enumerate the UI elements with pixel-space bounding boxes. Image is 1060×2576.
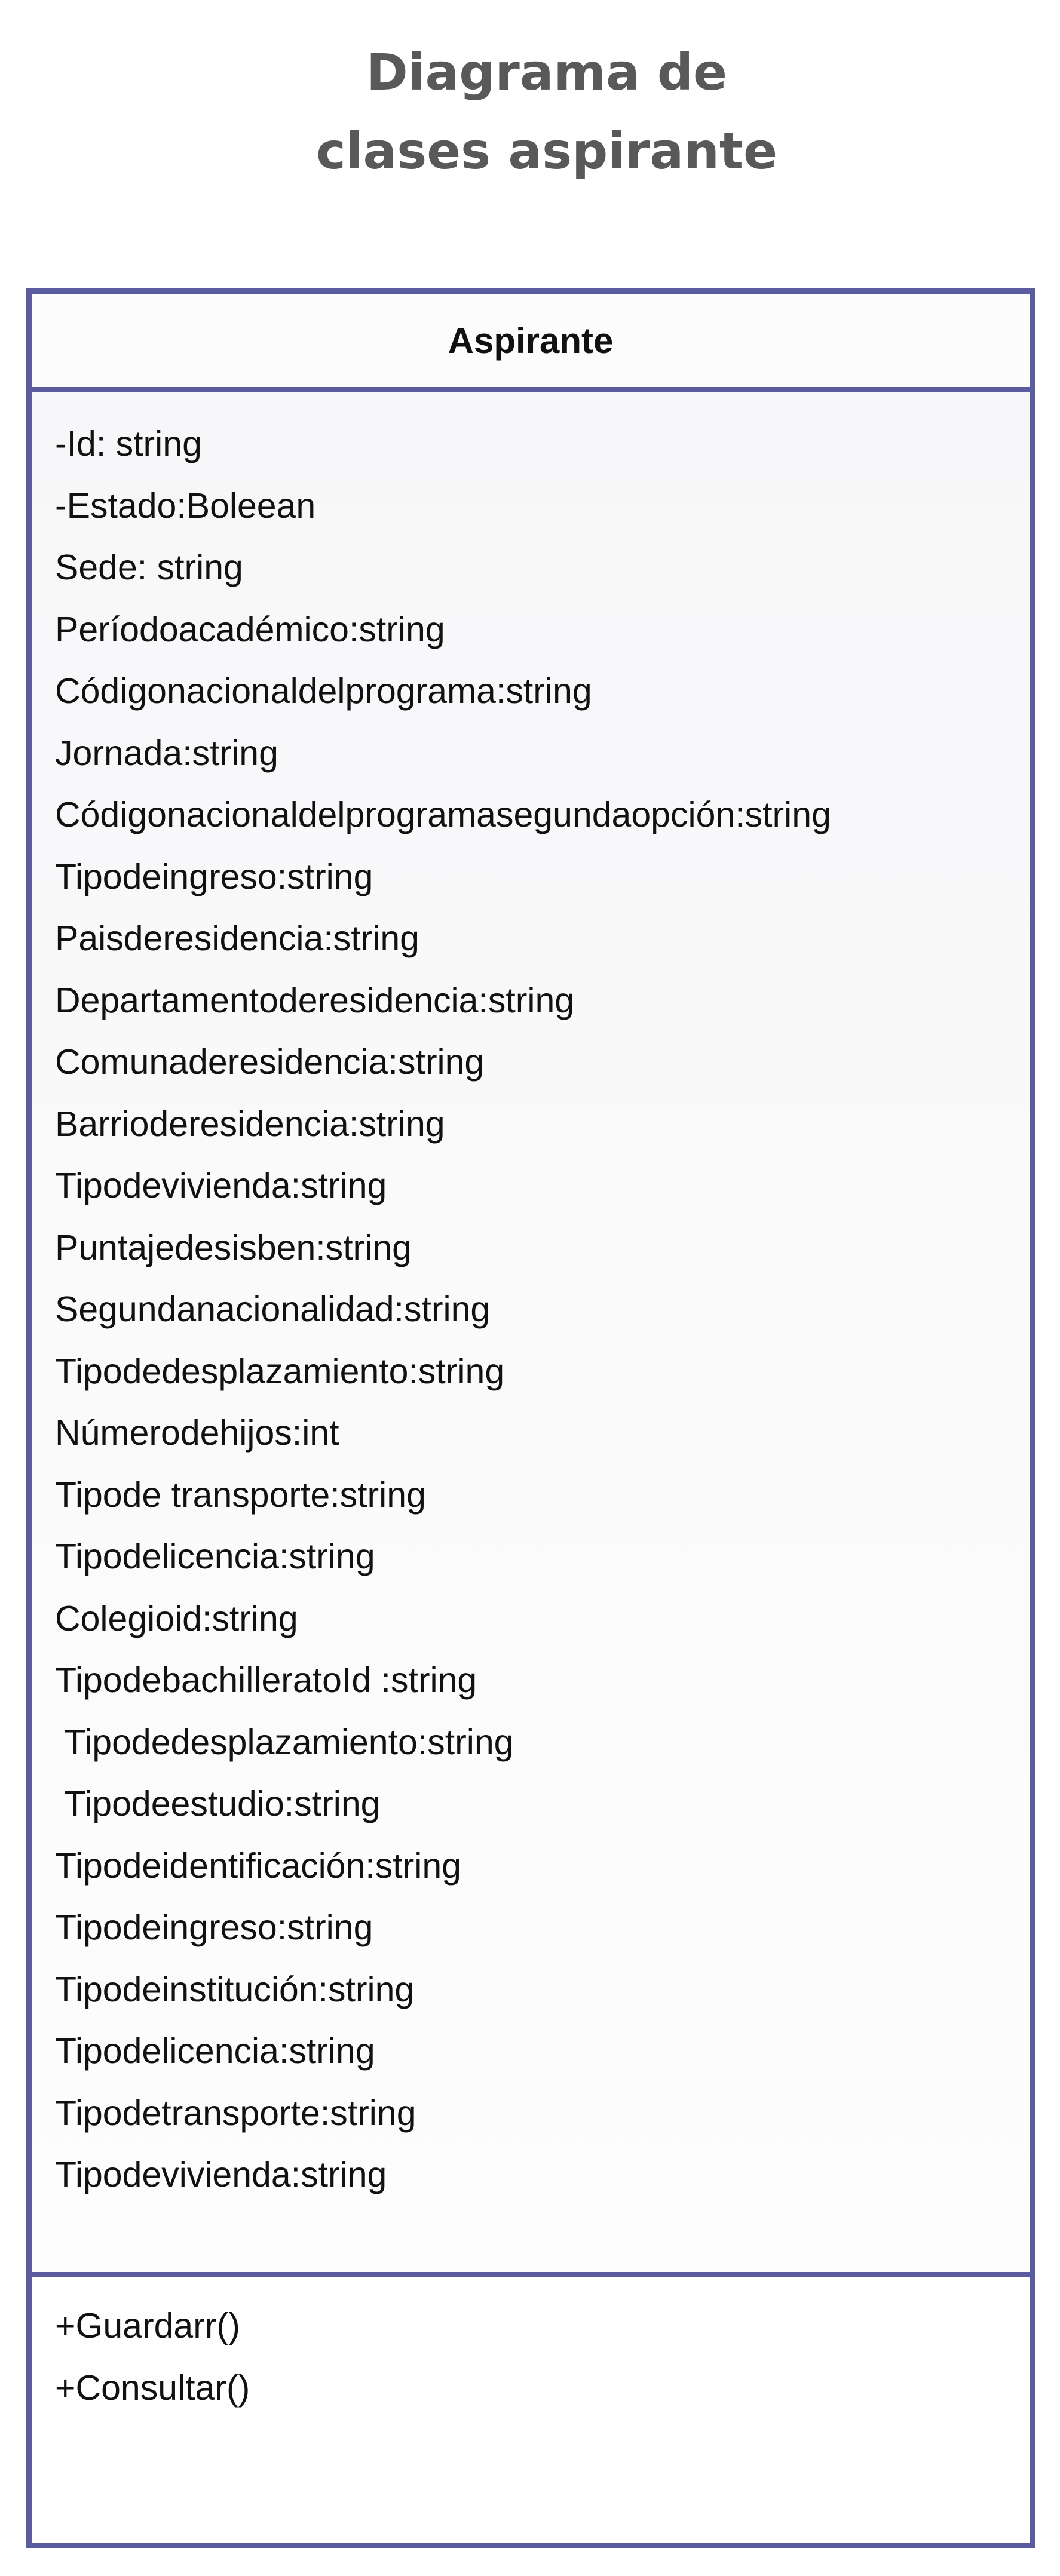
- class-name: Aspirante: [448, 320, 614, 361]
- attribute-row: Tipodeinstitución:string: [55, 1969, 415, 2009]
- attribute-row: Tipodeingreso:string: [55, 1908, 373, 1947]
- attribute-row: Comunaderesidencia:string: [55, 1042, 485, 1082]
- attributes-section: [32, 392, 1030, 2277]
- attribute-row: Segundanacionalidad:string: [55, 1289, 491, 1329]
- attribute-row: Códigonacionaldelprograma:string: [55, 671, 592, 711]
- method-row: +Consultar(): [55, 2368, 250, 2408]
- attribute-row: Tipodetransporte:string: [55, 2093, 416, 2133]
- attribute-row: Númerodehijos:int: [55, 1413, 339, 1453]
- attribute-row: -Estado:Boleean: [55, 486, 316, 526]
- attribute-row: Tipodeestudio:string: [55, 1784, 381, 1823]
- attribute-row: TipodebachilleratoId :string: [55, 1660, 477, 1700]
- attribute-row: Puntajedesisben:string: [55, 1227, 412, 1267]
- attribute-row: Códigonacionaldelprogramasegundaopción:string: [55, 795, 831, 834]
- attribute-row: Sede: string: [55, 548, 243, 587]
- attribute-row: Tipodelicencia:string: [55, 1537, 375, 1576]
- attribute-row: Barrioderesidencia:string: [55, 1104, 445, 1144]
- attribute-row: Colegioid:string: [55, 1598, 298, 1638]
- diagram-title-line-1: Diagrama de: [366, 43, 727, 102]
- attribute-row: Departamentoderesidencia:string: [55, 980, 575, 1020]
- attribute-row: Tipodeidentificación:string: [55, 1846, 461, 1886]
- attribute-row: Jornada:string: [55, 733, 278, 773]
- attribute-row: Tipodevivienda:string: [55, 1166, 387, 1205]
- attribute-row: -Id: string: [55, 424, 202, 463]
- attribute-row: Paisderesidencia:string: [55, 919, 419, 958]
- method-row: +Guardarr(): [55, 2306, 240, 2345]
- attribute-row: Tipodeingreso:string: [55, 856, 373, 896]
- attribute-row: Tipodelicencia:string: [55, 2031, 375, 2071]
- uml-class-box[interactable]: [26, 288, 1035, 2548]
- attribute-row: Tipodedesplazamiento:string: [55, 1351, 505, 1391]
- attribute-row: Tipodedesplazamiento:string: [55, 1722, 514, 1762]
- attribute-row: Tipode transporte:string: [55, 1475, 426, 1515]
- class-header: [32, 294, 1030, 392]
- methods-section: [32, 2277, 1030, 2419]
- attribute-row: Períodoacadémico:string: [55, 609, 445, 649]
- diagram-title: [0, 33, 1060, 191]
- attribute-row: Tipodevivienda:string: [55, 2155, 387, 2194]
- diagram-title-line-2: clases aspirante: [315, 122, 778, 180]
